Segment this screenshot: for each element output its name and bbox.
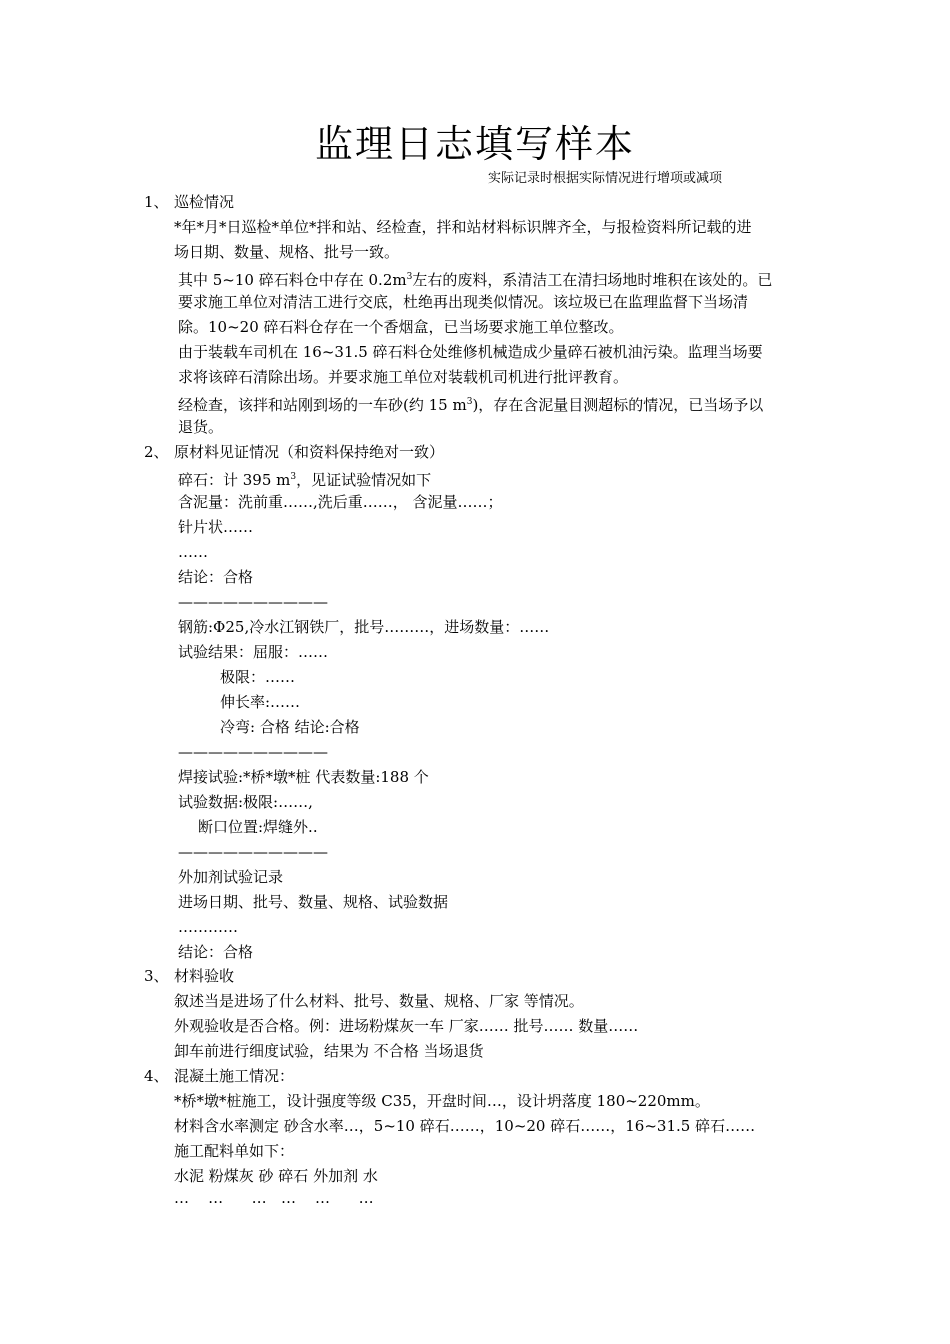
text-line: 施工配料单如下：	[174, 1142, 295, 1160]
section-3-heading	[144, 964, 234, 989]
separator-line: ——————————	[178, 843, 328, 861]
separator-line: ——————————	[178, 593, 328, 611]
section-2-heading	[144, 440, 444, 465]
section-4-heading	[144, 1064, 294, 1089]
text-line: 针片状……	[178, 518, 254, 536]
text-line: 场日期、数量、规格、批号一致。	[174, 243, 400, 261]
text-line: 其中 5~10 碎石料仓中存在 $0.2m^3$左右的废料，系清洁工在清扫场地时堆积在该处的。已	[178, 271, 773, 289]
text-line: 外观验收是否合格。例：进场粉煤灰一车 厂家…… 批号…… 数量……	[174, 1017, 639, 1035]
text-line: 极限：……	[220, 668, 296, 686]
text-line: *桥*墩*桩施工，设计强度等级 C35，开盘时间…，设计坍落度 180~220mm。	[174, 1092, 710, 1110]
text-line: *年*月*日巡检*单位*拌和站、经检查，拌和站材料标识牌齐全，与报检资料所记载的进	[174, 218, 752, 236]
text-line: 试验数据:极限:……,	[178, 793, 313, 811]
separator-line: ——————————	[178, 743, 328, 761]
text-line: 求将该碎石清除出场。并要求施工单位对装载机司机进行批评教育。	[178, 368, 629, 386]
section-number: 4、	[144, 1067, 169, 1085]
text-line: 要求施工单位对清洁工进行交底，杜绝再出现类似情况。该垃圾已在监理监督下当场清	[178, 293, 749, 311]
text-line: 试验结果：屈服：……	[178, 643, 329, 661]
text-line: 钢筋:Φ25,冷水江钢铁厂，批号………，进场数量：……	[178, 618, 550, 636]
text-line: 水泥 粉煤灰 砂 碎石 外加剂 水	[174, 1167, 378, 1185]
text-line: 经检查，该拌和站刚到场的一车砂(约 15 $m^3$)，存在含泥量目测超标的情况，已当场予以	[178, 396, 764, 414]
section-number: 1、	[144, 193, 169, 211]
section-title: 混凝土施工情况：	[174, 1067, 295, 1085]
section-number: 3、	[144, 967, 169, 985]
text-line: 断口位置:焊缝外..	[198, 818, 318, 836]
text-line: 退货。	[178, 418, 224, 436]
text-line: 进场日期、批号、数量、规格、试验数据	[178, 893, 449, 911]
text-line: 材料含水率测定 砂含水率…，5~10 碎石……，10~20 碎石……，16~31.5 碎石……	[174, 1117, 756, 1135]
section-title: 巡检情况	[174, 193, 235, 211]
text-line: 伸长率:……	[220, 693, 301, 711]
text-line: 叙述当是进场了什么材料、批号、数量、规格、厂家 等情况。	[174, 992, 584, 1010]
text-line: 结论：合格	[178, 568, 254, 586]
text-line: 除。10~20 碎石料仓存在一个香烟盒，已当场要求施工单位整改。	[178, 318, 624, 336]
text-line: … … … … … …	[174, 1189, 374, 1207]
page-subtitle: 实际记录时根据实际情况进行增项或减项	[488, 171, 723, 186]
text-line: …………	[178, 918, 238, 936]
text-line: 含泥量：洗前重……,洗后重……， 含泥量……；	[178, 493, 503, 511]
text-line: 卸车前进行细度试验，结果为 不合格 当场退货	[174, 1042, 484, 1060]
section-1-heading	[144, 190, 234, 215]
text-line: 冷弯: 合格 结论:合格	[220, 718, 360, 736]
section-title: 原材料见证情况（和资料保持绝对一致）	[174, 443, 445, 461]
text-line: 外加剂试验记录	[178, 868, 284, 886]
text-line: 结论：合格	[178, 943, 254, 961]
text-line: 焊接试验:*桥*墩*桩 代表数量:188 个	[178, 768, 429, 786]
section-title: 材料验收	[174, 967, 235, 985]
text-line: 由于装载车司机在 16~31.5 碎石料仓处维修机械造成少量碎石被机油污染。监理当场要	[178, 343, 763, 361]
text-line: ……	[178, 543, 208, 561]
page-title: 监理日志填写样本	[314, 122, 635, 166]
text-line: 碎石：计 395 $m^3$，见证试验情况如下	[178, 471, 432, 489]
section-number: 2、	[144, 443, 169, 461]
